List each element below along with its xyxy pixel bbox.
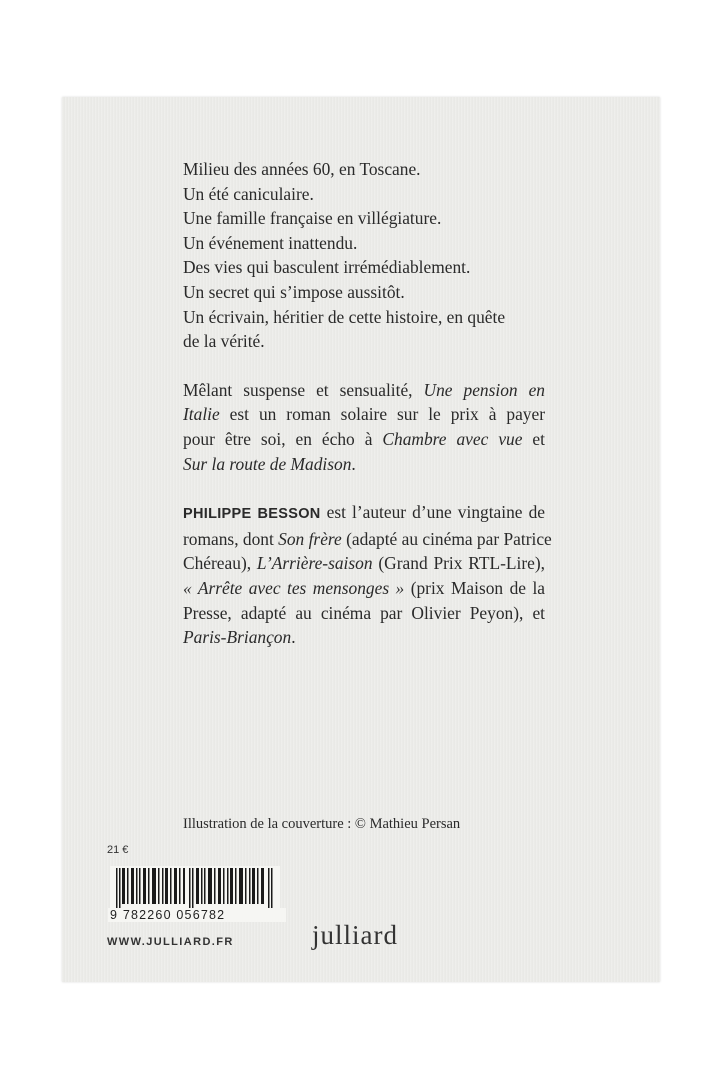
publisher-logo: julliard [312,920,398,950]
reference-title: Chambre avec vue [382,428,523,449]
reference-title: Sur la route de Madison [183,453,352,474]
price-label: 21 € [107,844,129,856]
summary-line: pour être soi, en écho à Chambre avec vue et [183,428,545,449]
blurb-text [183,157,552,650]
book-title: « Arrête avec tes mensonges » [183,577,405,598]
website-url: WWW.JULLIARD.FR [107,936,234,948]
intro-line: Un secret qui s’impose aussitôt. [183,281,405,302]
isbn-number: 9 782260 056782 [108,908,286,922]
intro-line: Un écrivain, héritier de cette histoire, en quête [183,306,506,327]
book-title: Italie [183,404,220,425]
intro-line: Un été caniculaire. [183,183,314,204]
intro-line: de la vérité. [183,331,265,352]
bio-line: Chéreau), L’Arrière-saison (Grand Prix RTL-Lire), [183,553,545,574]
bio-line: « Arrête avec tes mensonges » (prix Maison de la [183,577,545,598]
book-title: Son frère [278,528,342,549]
intro-line: Des vies qui basculent irrémédiablement. [183,257,471,278]
book-title: Paris-Briançon [183,627,292,648]
author-name: PHILIPPE BESSON [183,506,321,523]
bio-line: romans, dont Son frère (adapté au cinéma par Patrice [183,528,552,549]
summary-line: Italie est un roman solaire sur le prix à payer [183,404,545,425]
intro-line: Un événement inattendu. [183,232,358,253]
book-title: L’Arrière-saison [256,553,373,574]
summary-line: Sur la route de Madison. [183,453,356,474]
summary-line: Mêlant suspense et sensualité, Une pension en [183,379,545,400]
intro-line: Une famille française en villégiature. [183,208,442,229]
author-bio [183,500,552,650]
book-title: Une pension en [423,379,545,400]
bio-line: Presse, adapté au cinéma par Olivier Peyon), et [183,602,545,623]
bio-line: PHILIPPE BESSON est l’auteur d’une vingtaine de [183,502,545,523]
bio-line: Paris-Briançon. [183,627,296,648]
summary-paragraph [183,378,545,476]
barcode-icon [110,866,280,908]
illustration-credit: Illustration de la couverture : © Mathieu Persan [183,816,461,832]
intro-line: Milieu des années 60, en Toscane. [183,159,421,179]
